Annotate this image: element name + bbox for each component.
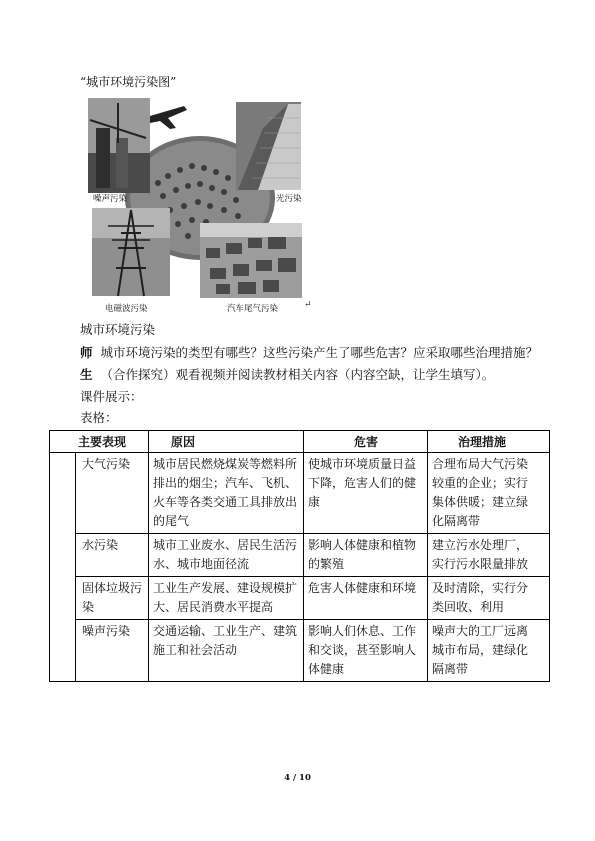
measure-line: 噪声大的工厂远离 [432, 624, 529, 638]
cause-line: 排出的烟尘；汽车、飞机、 [153, 476, 298, 490]
measure-line: 集体供暖；建立绿 [432, 495, 529, 509]
type-line: 染 [82, 600, 95, 614]
cell-cause [149, 453, 304, 534]
figure-caption: 城市环境污染 [80, 322, 156, 337]
cell-measure [428, 453, 550, 534]
header-measure: 治理措施 [428, 431, 550, 453]
cause-line: 城市居民燃烧煤炭等燃料所 [153, 457, 298, 471]
pollution-table [49, 430, 550, 682]
harm-line: 的繁殖 [308, 557, 345, 571]
table-row [50, 453, 550, 534]
table-header-row [50, 431, 550, 453]
measure-line: 合理布局大气污染 [432, 457, 529, 471]
cell-measure [428, 620, 550, 682]
paragraph-mark-icon: ↵ [304, 300, 312, 310]
student-text: （合作探究）观看视频并阅读教材相关内容（内容空缺，让学生填写）。 [100, 367, 495, 382]
label-noise: 噪声污染 [93, 194, 128, 204]
pollution-collage [88, 98, 308, 313]
measure-line: 实行污水限量排放 [432, 557, 529, 571]
label-em: 电磁波污染 [105, 304, 148, 314]
cell-type: 大气污染 [76, 453, 149, 534]
type-line: 固体垃圾污 [82, 581, 143, 595]
cell-cause [149, 577, 304, 620]
label-light: 光污染 [276, 194, 302, 204]
cause-line: 水、城市地面径流 [153, 557, 250, 571]
cause-line: 火车等各类交通工具排放出 [153, 495, 298, 509]
student-line [80, 366, 494, 384]
harm-line: 影响人体健康和植物 [308, 538, 417, 552]
cell-type [76, 577, 149, 620]
teacher-speaker: 师 [80, 345, 93, 360]
header-cause: 原因 [149, 431, 304, 453]
cause-line: 交通运输、工业生产、建筑 [153, 624, 298, 638]
cell-measure [428, 577, 550, 620]
cause-line: 的尾气 [153, 514, 190, 528]
measure-line: 城市布局，建绿化 [432, 643, 529, 657]
harm-line: 使城市环境质量日益 [308, 457, 417, 471]
harm-line: 和交谈，甚至影响人 [308, 643, 417, 657]
cause-line: 施工和社会活动 [153, 643, 238, 657]
cell-cause [149, 620, 304, 682]
cell-measure [428, 534, 550, 577]
airplane-icon [150, 106, 187, 129]
label-exhaust: 汽车尾气污染 [227, 304, 279, 314]
cell-cause [149, 534, 304, 577]
table-row [50, 534, 550, 577]
measure-line: 较重的企业；实行 [432, 476, 529, 490]
harm-line: 危害人体健康和环境 [308, 581, 417, 595]
table-row [50, 620, 550, 682]
cause-line: 大、居民消费水平提高 [153, 600, 274, 614]
measure-line: 及时清除，实行分 [432, 581, 529, 595]
teacher-line [80, 344, 538, 362]
student-speaker: 生 [80, 367, 93, 382]
measure-line: 隔离带 [432, 662, 469, 676]
table-label: 表格： [80, 410, 118, 425]
header-harm: 危害 [304, 431, 428, 453]
cause-line: 工业生产发展、建设规模扩 [153, 581, 298, 595]
harm-line: 康 [308, 495, 321, 509]
courseware-label: 课件展示： [80, 389, 143, 404]
cell-harm [304, 577, 428, 620]
teacher-text: 城市环境污染的类型有哪些？这些污染产生了哪些危害？应采取哪些治理措施？ [100, 345, 538, 360]
cause-line: 城市工业废水、居民生活污 [153, 538, 298, 552]
cell-harm [304, 534, 428, 577]
measure-line: 化隔离带 [432, 514, 481, 528]
blank-left-cell [50, 453, 76, 682]
table-row [50, 577, 550, 620]
harm-line: 影响人们休息、工作 [308, 624, 417, 638]
cell-harm [304, 453, 428, 534]
cell-type: 噪声污染 [76, 620, 149, 682]
measure-line: 建立污水处理厂， [432, 538, 529, 552]
cell-type: 水污染 [76, 534, 149, 577]
harm-line: 下降，危害人们的健 [308, 476, 417, 490]
page-number: 4 / 10 [284, 773, 311, 783]
harm-line: 体健康 [308, 662, 345, 676]
cell-harm [304, 620, 428, 682]
header-type: 主要表现 [50, 431, 149, 453]
figure-title: “城市环境污染图” [80, 75, 177, 89]
measure-line: 类回收、利用 [432, 600, 505, 614]
